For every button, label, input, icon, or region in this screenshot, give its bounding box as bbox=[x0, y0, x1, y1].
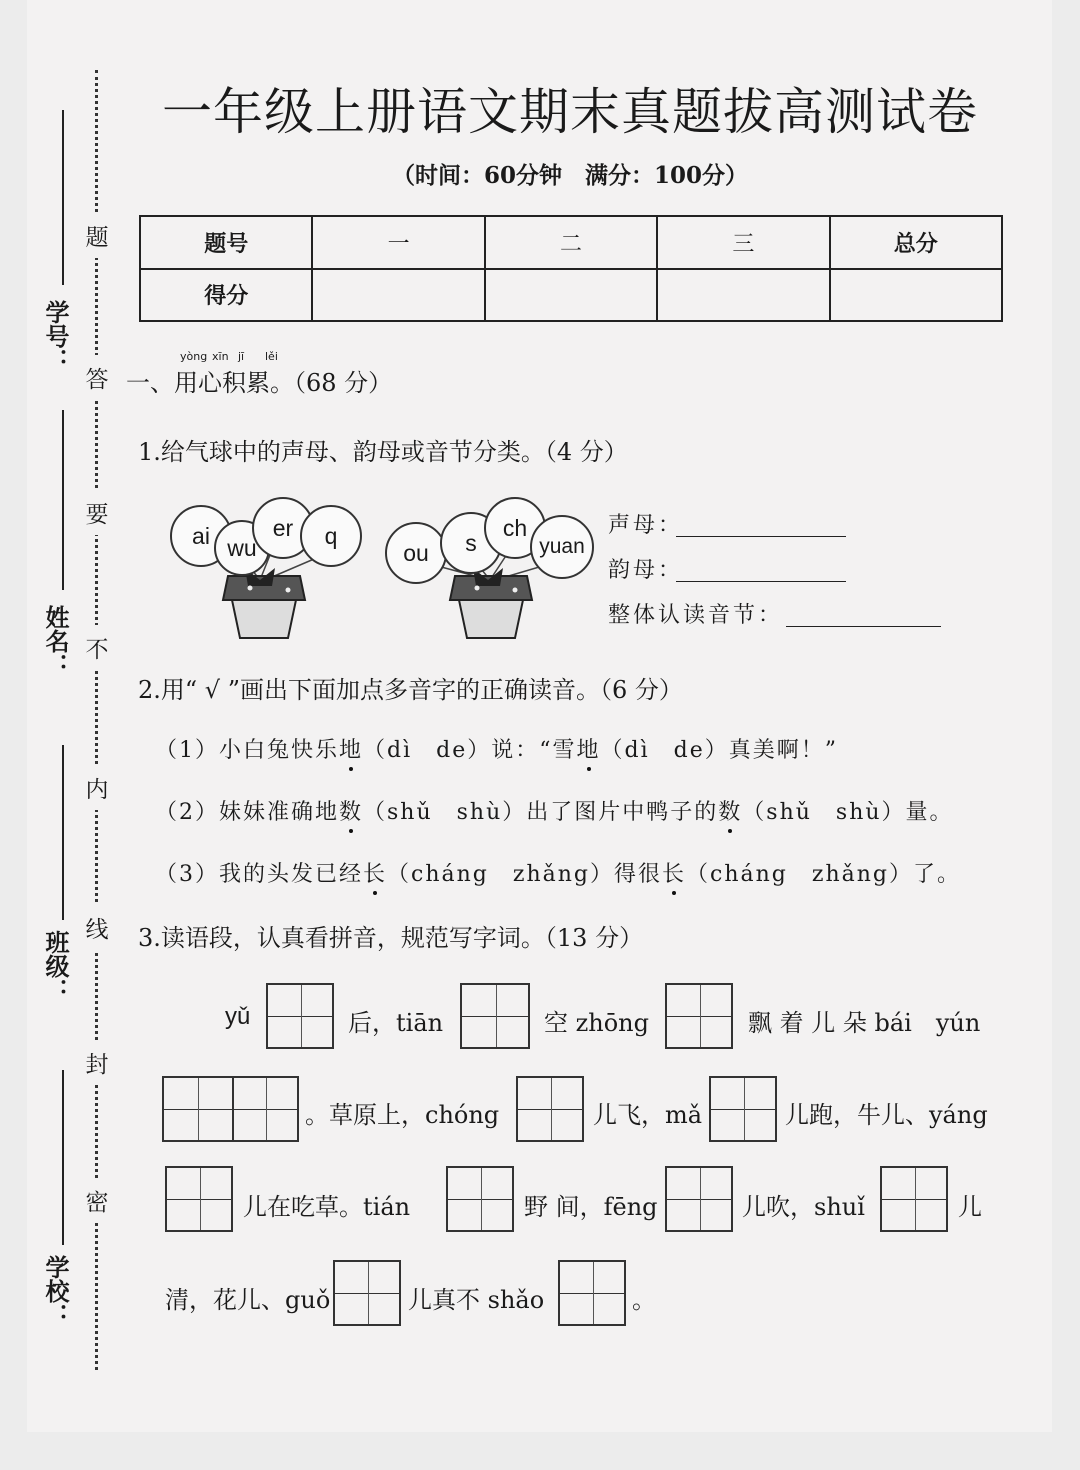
q2-item-text: （dì de）说：“雪 bbox=[363, 738, 577, 763]
initials-label: 声母： bbox=[608, 513, 684, 538]
dotted-character: 长 bbox=[662, 862, 687, 887]
class-label: 班级： bbox=[41, 930, 69, 1002]
q2-item-text: （2）妹妹准确地 bbox=[155, 800, 339, 825]
school-line bbox=[62, 1070, 64, 1245]
tianzige-box[interactable] bbox=[266, 983, 334, 1049]
q2-item-text: （shǔ shù）出了图片中鸭子的 bbox=[363, 800, 719, 825]
table-row-label: 得分 bbox=[140, 269, 312, 322]
passage-text: 清，花儿、guǒ bbox=[165, 1286, 331, 1314]
dotted-character: 地 bbox=[339, 738, 364, 763]
passage-text: 儿吹，shuǐ bbox=[742, 1193, 865, 1221]
q2-item-text: （1）小白兔快乐 bbox=[155, 738, 339, 763]
balloon: er bbox=[252, 497, 314, 559]
tianzige-box[interactable] bbox=[665, 983, 733, 1049]
q2-item-text: （dì de）真美啊！” bbox=[600, 738, 838, 763]
table-header-cell: 题号 bbox=[140, 216, 312, 269]
section-number: 一、 bbox=[126, 369, 174, 397]
seal-char: 要 bbox=[81, 490, 113, 535]
student-id-label: 学号： bbox=[41, 300, 69, 372]
section-pinyin: jī bbox=[238, 350, 245, 363]
dotted-character: 地 bbox=[576, 738, 601, 763]
table-header-cell: 三 bbox=[657, 216, 829, 269]
initials-answer-blank[interactable] bbox=[676, 536, 846, 537]
seal-char: 线 bbox=[81, 905, 113, 950]
finals-label: 韵母： bbox=[608, 558, 684, 583]
balloon: wu bbox=[214, 520, 270, 576]
name-label: 姓名： bbox=[41, 605, 69, 677]
table-header-cell: 二 bbox=[485, 216, 657, 269]
seal-char: 不 bbox=[81, 625, 113, 670]
dotted-character: 数 bbox=[339, 800, 364, 825]
seal-dotted-line bbox=[95, 70, 98, 1370]
table-header-cell: 一 bbox=[312, 216, 484, 269]
balloon: ai bbox=[170, 505, 232, 567]
question-3-text: 3.读语段，认真看拼音，规范写字词。（13 分） bbox=[138, 924, 644, 952]
seal-char: 密 bbox=[81, 1178, 113, 1223]
passage-text: 儿真不 shǎo bbox=[408, 1286, 545, 1314]
balloon: yuan bbox=[530, 515, 594, 579]
tianzige-box[interactable] bbox=[333, 1260, 401, 1326]
passage-text: 儿跑，牛儿、yáng bbox=[785, 1101, 988, 1129]
q2-item-1 bbox=[155, 733, 838, 764]
seal-char: 题 bbox=[81, 213, 113, 258]
page-title: 一年级上册语文期末真题拔高测试卷 bbox=[162, 83, 978, 141]
seal-char: 封 bbox=[81, 1040, 113, 1085]
seal-char: 答 bbox=[81, 355, 113, 400]
section-title: 用心积累。 bbox=[174, 369, 294, 397]
class-line bbox=[62, 745, 64, 920]
name-line bbox=[62, 410, 64, 590]
passage-text: 后，tiān bbox=[348, 1009, 444, 1037]
score-cell[interactable] bbox=[312, 269, 484, 322]
score-cell[interactable] bbox=[485, 269, 657, 322]
score-cell[interactable] bbox=[830, 269, 1002, 322]
finals-answer-blank[interactable] bbox=[676, 581, 846, 582]
dotted-character: 长 bbox=[363, 862, 388, 887]
section-heading bbox=[126, 363, 392, 398]
tianzige-box[interactable] bbox=[880, 1166, 948, 1232]
dotted-character: 数 bbox=[718, 800, 743, 825]
table-row bbox=[140, 269, 1002, 322]
passage-text: 野 间，fēng bbox=[524, 1193, 658, 1221]
tianzige-box[interactable] bbox=[446, 1166, 514, 1232]
student-id-line bbox=[62, 110, 64, 285]
q2-item-text: （cháng zhǎng）得很 bbox=[387, 862, 663, 887]
balloon: ou bbox=[385, 522, 447, 584]
exam-time-score: （时间：60分钟 满分：100分） bbox=[391, 162, 749, 189]
whole-syllable-label: 整体认读音节： bbox=[608, 603, 784, 628]
tianzige-box[interactable] bbox=[162, 1076, 299, 1142]
q2-item-text: （3）我的头发已经 bbox=[155, 862, 363, 887]
passage-text: 儿飞，mǎ bbox=[593, 1101, 703, 1129]
tianzige-box[interactable] bbox=[665, 1166, 733, 1232]
balloon: q bbox=[300, 505, 362, 567]
tianzige-box[interactable] bbox=[709, 1076, 777, 1142]
section-points: （68 分） bbox=[294, 369, 393, 397]
question-2-text: 2.用“ √ ”画出下面加点多音字的正确读音。（6 分） bbox=[138, 676, 683, 704]
whole-syllable-answer-blank[interactable] bbox=[786, 626, 941, 627]
balloon: s bbox=[440, 512, 502, 574]
passage-text: 飘 着 儿 朵 bái yún bbox=[748, 1009, 981, 1037]
balloon: ch bbox=[484, 497, 546, 559]
section-pinyin: yòng bbox=[180, 350, 208, 363]
q2-item-text: （shǔ shù）量。 bbox=[742, 800, 954, 825]
pinyin-text: yǔ bbox=[225, 1003, 251, 1030]
section-pinyin: lěi bbox=[265, 350, 278, 363]
table-row bbox=[140, 216, 1002, 269]
passage-text: 。 bbox=[632, 1286, 656, 1314]
passage-text: 。草原上，chóng bbox=[305, 1101, 500, 1129]
q2-item-3 bbox=[155, 857, 961, 888]
question-1-text: 1.给气球中的声母、韵母或音节分类。（4 分） bbox=[138, 438, 628, 466]
tianzige-box[interactable] bbox=[516, 1076, 584, 1142]
q2-item-text: （cháng zhǎng）了。 bbox=[686, 862, 962, 887]
tianzige-box[interactable] bbox=[558, 1260, 626, 1326]
section-pinyin: xīn bbox=[212, 350, 229, 363]
tianzige-box[interactable] bbox=[460, 983, 530, 1049]
passage-text: 空 zhōng bbox=[544, 1009, 649, 1037]
school-label: 学校： bbox=[41, 1255, 69, 1327]
q2-item-2 bbox=[155, 795, 954, 826]
passage-text: 儿 bbox=[958, 1193, 982, 1221]
score-table bbox=[139, 215, 1003, 322]
table-header-cell: 总分 bbox=[830, 216, 1002, 269]
tianzige-box[interactable] bbox=[165, 1166, 233, 1232]
passage-text: 儿在吃草。tián bbox=[243, 1193, 411, 1221]
seal-char: 内 bbox=[81, 765, 113, 810]
score-cell[interactable] bbox=[657, 269, 829, 322]
